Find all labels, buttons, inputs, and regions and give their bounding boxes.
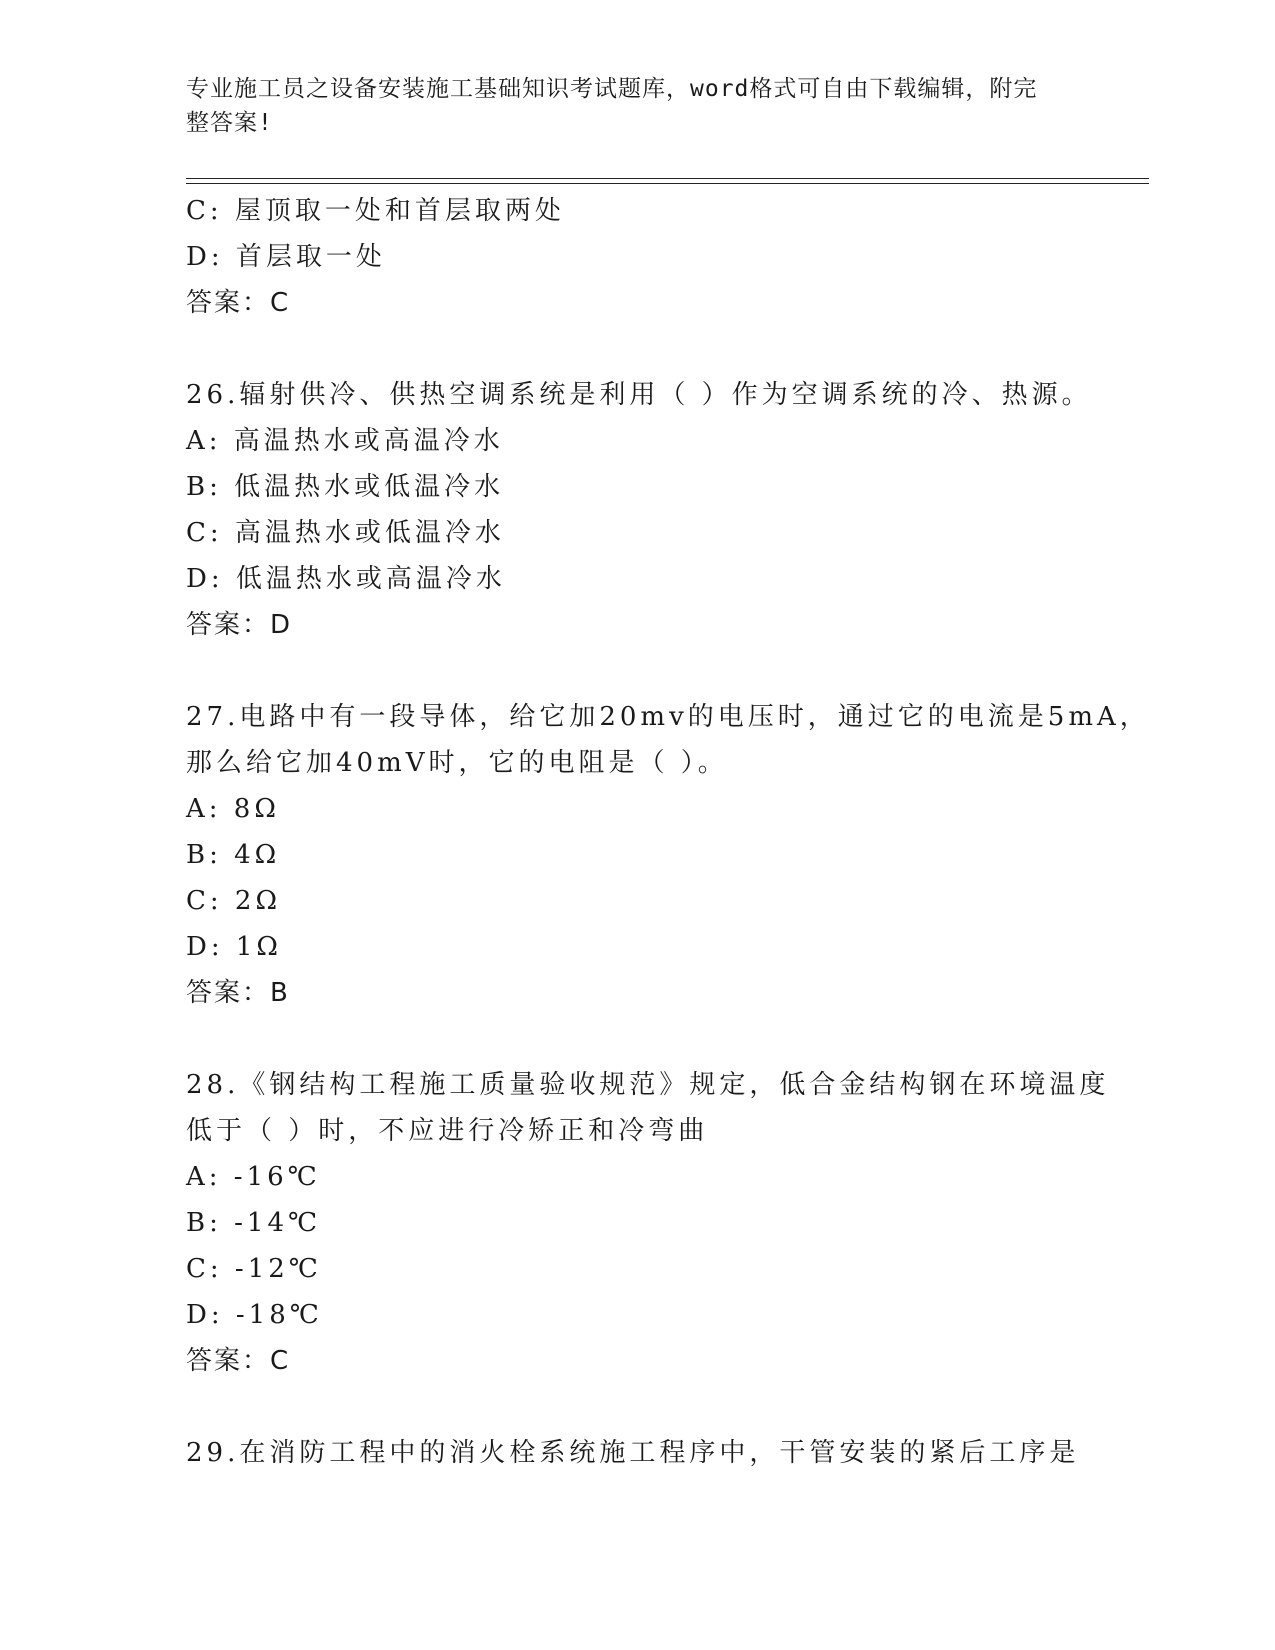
question-text: 26.辐射供冷、供热空调系统是利用（ ）作为空调系统的冷、热源。 <box>186 380 1092 410</box>
option-b: B: -14℃ <box>186 1208 322 1238</box>
prev-question-block <box>186 188 1106 326</box>
header-rule-bottom <box>186 183 1149 184</box>
question-text: 29.在消防工程中的消火栓系统施工程序中，干管安装的紧后工序是 <box>186 1438 1080 1468</box>
option-a: A: -16℃ <box>186 1162 321 1192</box>
header-line-1: 专业施工员之设备安装施工基础知识考试题库，word格式可自由下载编辑，附完 <box>186 76 1038 102</box>
spacer <box>186 1384 1106 1430</box>
spacer <box>186 1016 1106 1062</box>
spacer <box>186 326 1106 372</box>
question-text: 28.《钢结构工程施工质量验收规范》规定，低合金结构钢在环境温度 <box>186 1070 1110 1100</box>
answer-line: 答案：B <box>186 978 290 1008</box>
question-28 <box>186 1062 1110 1384</box>
option-d: D: 1Ω <box>186 932 282 962</box>
header-line-2: 整答案! <box>186 110 273 136</box>
option-b: B: 4Ω <box>186 840 281 870</box>
option-c: C: -12℃ <box>186 1254 322 1284</box>
option-a: A: 高温热水或高温冷水 <box>186 426 504 456</box>
option-c: C: 屋顶取一处和首层取两处 <box>186 196 565 226</box>
option-c: C: 高温热水或低温冷水 <box>186 518 505 548</box>
document-header <box>186 72 1066 140</box>
spacer <box>186 648 1106 694</box>
question-list <box>186 188 1150 1476</box>
question-29 <box>186 1430 1106 1476</box>
question-26 <box>186 372 1106 648</box>
answer-line: 答案：C <box>186 1346 291 1376</box>
option-d: D: -18℃ <box>186 1300 323 1330</box>
option-d: D: 低温热水或高温冷水 <box>186 564 506 594</box>
header-rule-top <box>186 178 1149 179</box>
question-text-cont: 那么给它加40mV时，它的电阻是（ ）。 <box>186 748 728 778</box>
option-b: B: 低温热水或低温冷水 <box>186 472 505 502</box>
question-text-cont: 低于（ ）时，不应进行冷矫正和冷弯曲 <box>186 1116 709 1146</box>
option-a: A: 8Ω <box>186 794 280 824</box>
question-text: 27.电路中有一段导体，给它加20mv的电压时，通过它的电流是5mA， <box>186 702 1150 732</box>
answer-line: 答案：C <box>186 288 291 318</box>
option-d: D: 首层取一处 <box>186 242 386 272</box>
answer-line: 答案：D <box>186 610 293 640</box>
question-27 <box>186 694 1150 1016</box>
option-c: C: 2Ω <box>186 886 282 916</box>
